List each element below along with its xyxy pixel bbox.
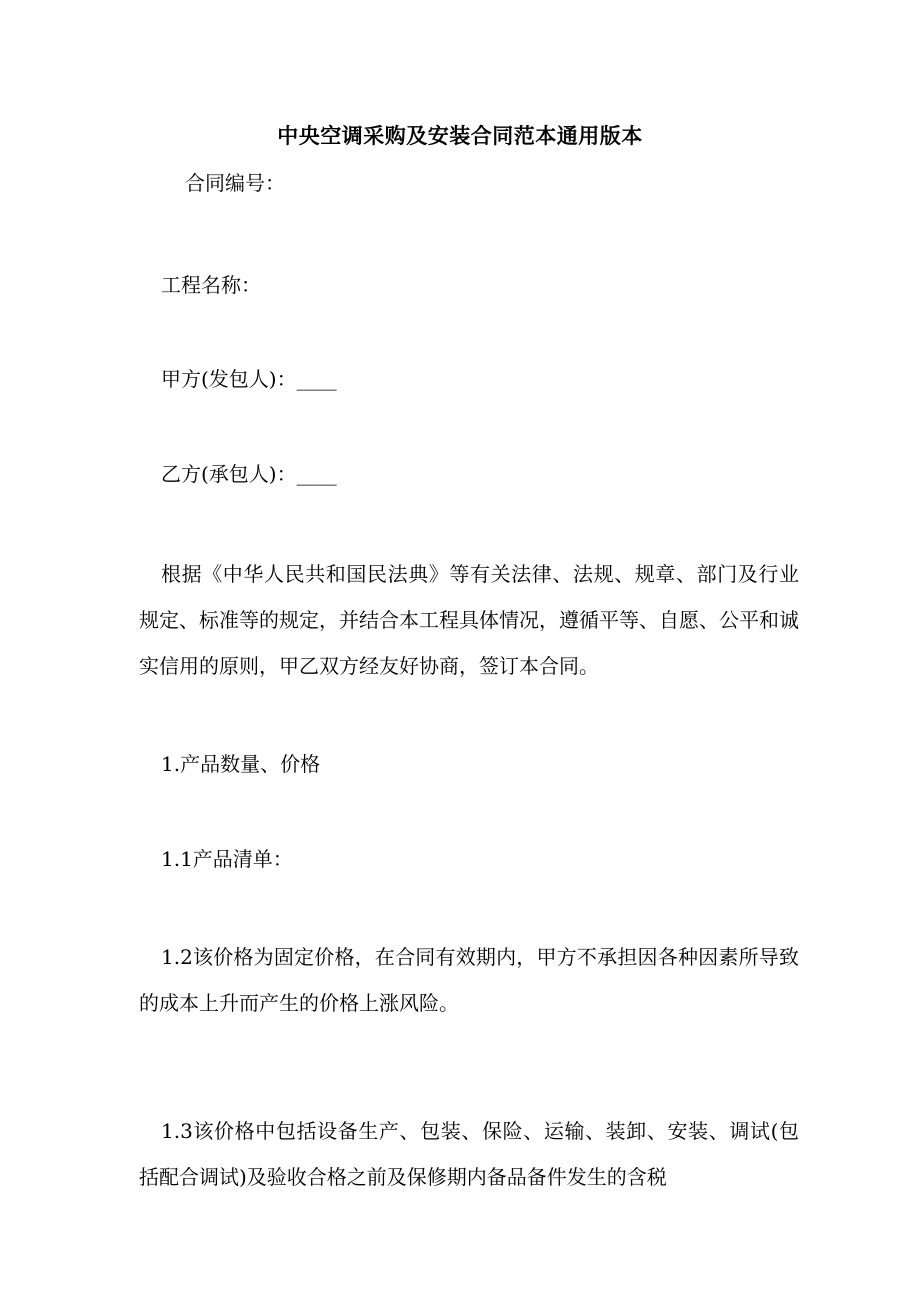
preamble-paragraph: 根据《中华人民共和国民法典》等有关法律、法规、规章、部门及行业规定、标准等的规定，并结合本工程具体情况，遵循平等、自愿、公平和诚实信用的原则，甲乙双方经友好协商，签订本合同。 xyxy=(139,562,799,678)
contract-number-label: 合同编号： xyxy=(185,171,285,195)
party-a-line xyxy=(161,356,337,402)
section-1-3-paragraph: 1.3该价格中包括设备生产、包装、保险、运输、装卸、安装、调试(包括配合调试)及验收合格之前及保修期内备品备件发生的含税 xyxy=(139,1119,799,1189)
section-1-heading: 1.产品数量、价格 xyxy=(161,752,321,776)
party-b-value: ____ xyxy=(296,462,337,486)
party-a-label: 甲方(发包人)： xyxy=(161,367,297,391)
section-1-2-paragraph: 1.2该价格为固定价格，在合同有效期内，甲方不承担因各种因素所导致的成本上升而产生的价格上涨风险。 xyxy=(139,945,799,1015)
section-1-1: 1.1产品清单： xyxy=(161,847,293,871)
page-title: 中央空调采购及安装合同范本通用版本 xyxy=(277,123,643,148)
party-b-line xyxy=(161,451,337,497)
party-b-label: 乙方(承包人)： xyxy=(161,462,297,486)
party-a-value: ____ xyxy=(296,367,337,391)
project-name-label: 工程名称： xyxy=(161,273,261,297)
